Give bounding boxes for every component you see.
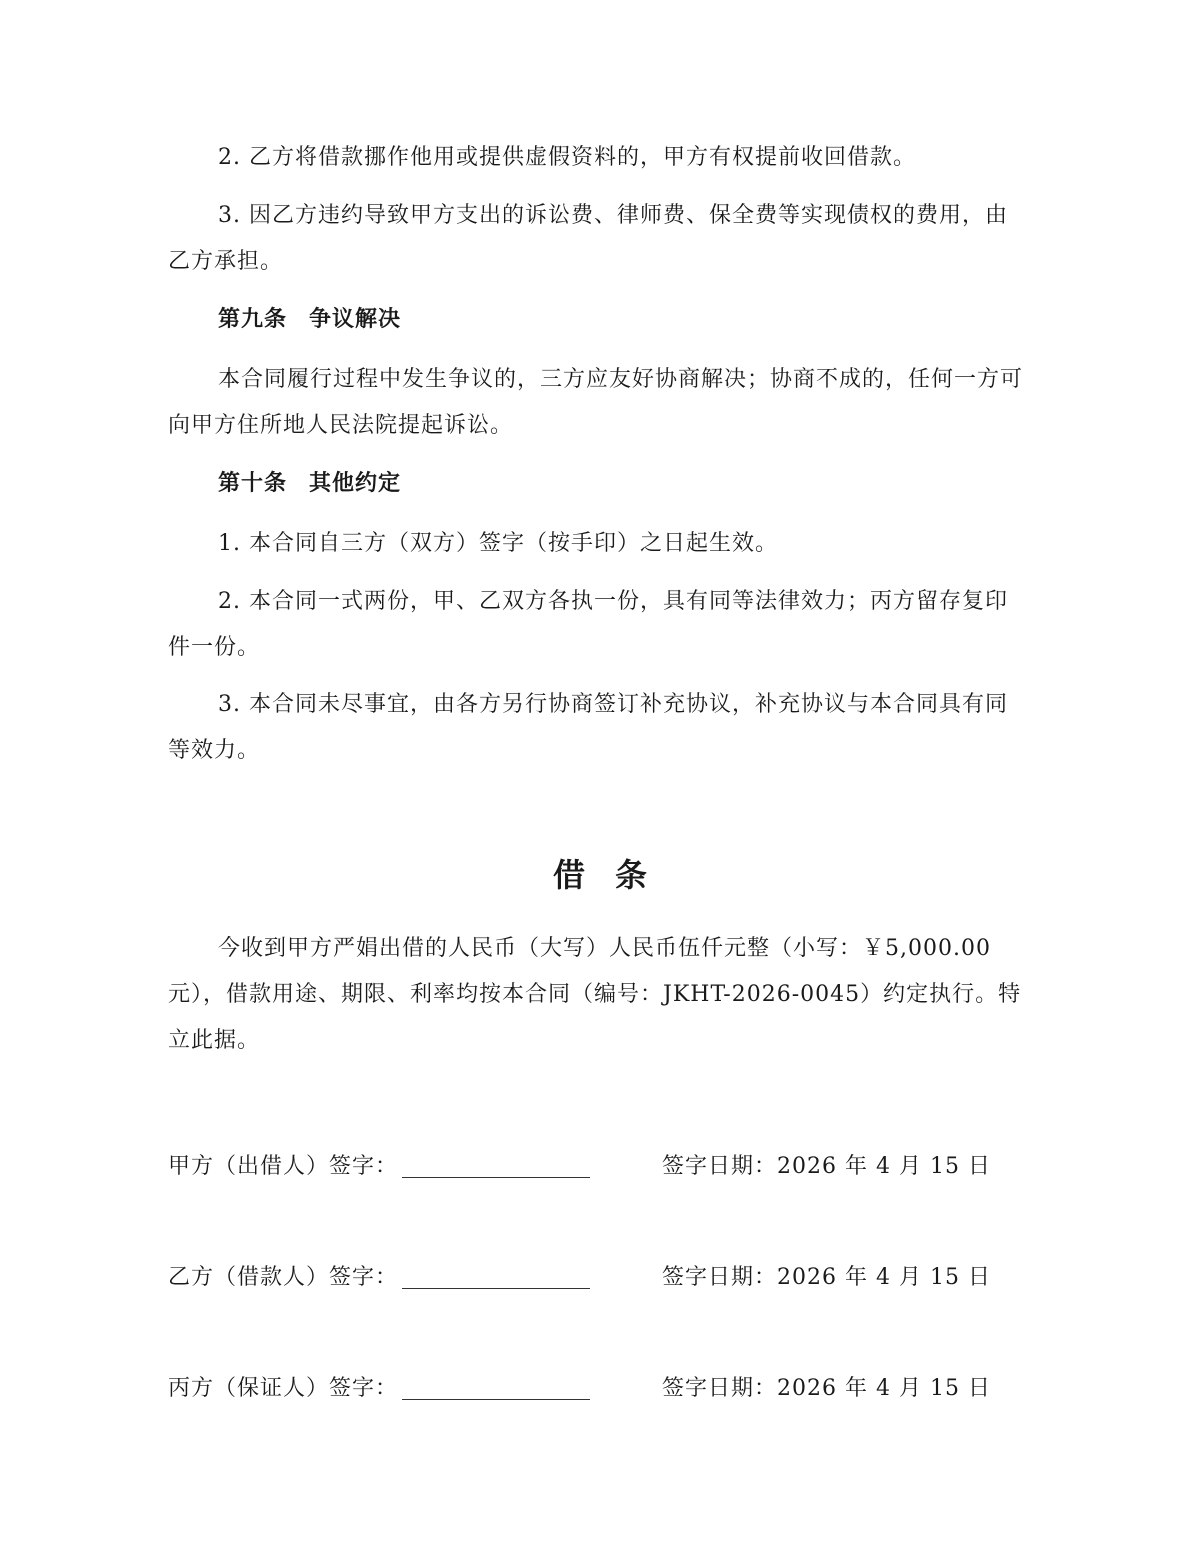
article-9-number: 第九条 [218, 306, 288, 332]
signature-date: 签字日期：2026 年 4 月 15 日 [662, 1265, 991, 1290]
iou-title: 借条 [552, 856, 677, 894]
signature-row-lender [168, 1147, 1028, 1187]
clause-8-3: 3. 因乙方违约导致甲方支出的诉讼费、律师费、保全费等实现债权的费用，由乙方承担。 [168, 203, 1008, 274]
signature-label: 丙方（保证人）签字： [168, 1376, 399, 1401]
iou-text: 今收到甲方严娟出借的人民币（大写）人民币伍仟元整（小写：￥5,000.00元），借款用途、期限、利率均按本合同（编号：JKHT-2026-0045）约定执行。特立此据。 [168, 936, 1022, 1053]
signature-label: 甲方（出借人）签字： [168, 1154, 399, 1179]
article-9-text: 本合同履行过程中发生争议的，三方应友好协商解决；协商不成的，任何一方可向甲方住所地人民法院提起诉讼。 [168, 367, 1024, 438]
signature-line [402, 1399, 590, 1400]
article-9-title: 争议解决 [309, 306, 402, 332]
signature-line [402, 1177, 590, 1178]
signature-line [402, 1288, 590, 1289]
signature-date: 签字日期：2026 年 4 月 15 日 [662, 1376, 991, 1401]
signature-label: 乙方（借款人）签字： [168, 1265, 399, 1290]
signature-row-borrower [168, 1258, 1028, 1298]
article-10-title: 其他约定 [309, 470, 402, 496]
clause-10-1: 1. 本合同自三方（双方）签字（按手印）之日起生效。 [218, 531, 778, 556]
signature-row-guarantor [168, 1369, 1028, 1409]
article-10-number: 第十条 [218, 470, 288, 496]
article-10-heading [218, 460, 401, 506]
article-9-heading [218, 296, 401, 342]
clause-8-2: 2. 乙方将借款挪作他用或提供虚假资料的，甲方有权提前收回借款。 [218, 145, 916, 170]
clause-10-3: 3. 本合同未尽事宜，由各方另行协商签订补充协议，补充协议与本合同具有同等效力。 [168, 692, 1008, 763]
signature-date: 签字日期：2026 年 4 月 15 日 [662, 1154, 991, 1179]
clause-10-2: 2. 本合同一式两份，甲、乙双方各执一份，具有同等法律效力；丙方留存复印件一份。 [168, 589, 1008, 660]
